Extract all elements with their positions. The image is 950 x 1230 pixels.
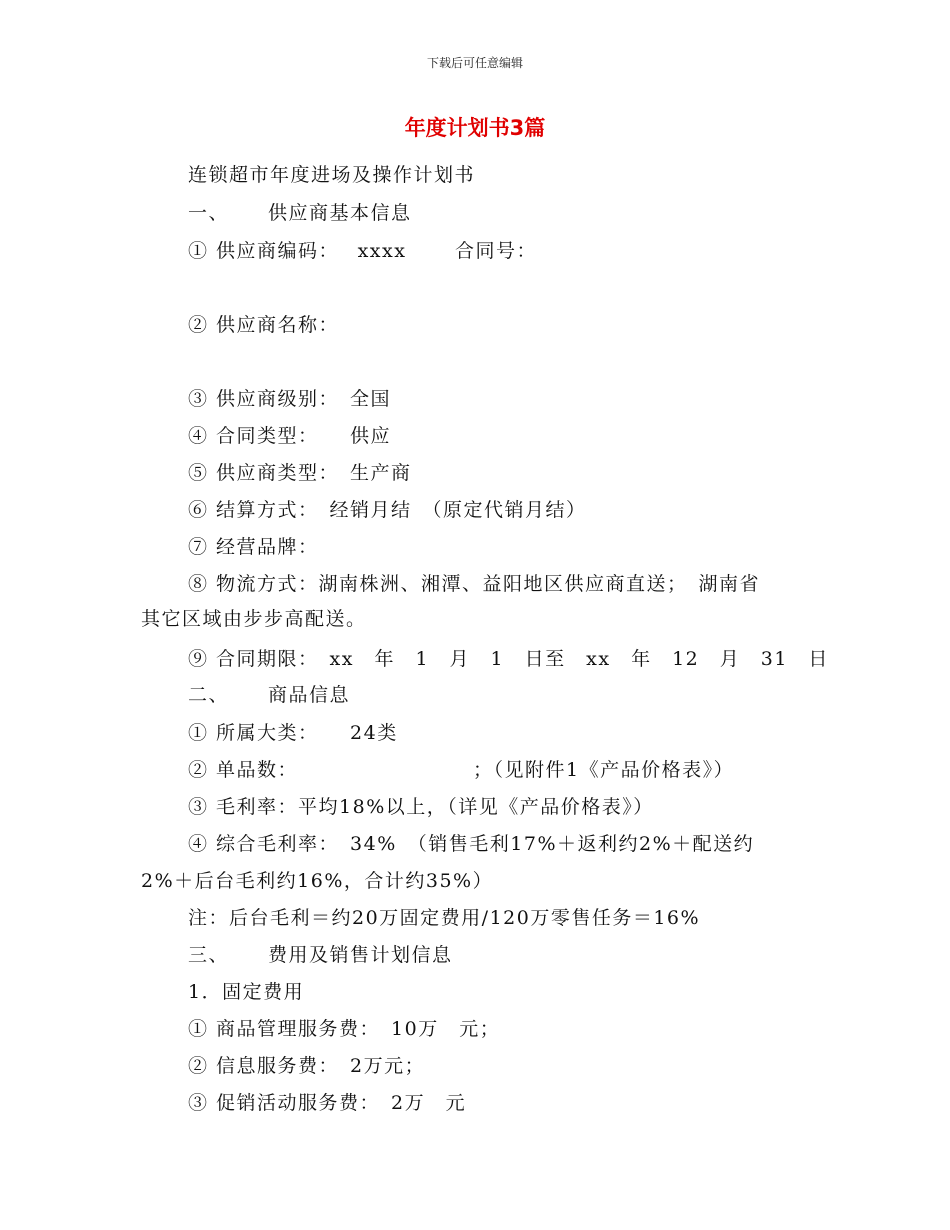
text-line-continued: 2%＋后台毛利约16%，合计约35%） (141, 870, 494, 892)
text-line: ⑧ 物流方式：湖南株洲、湘潭、益阳地区供应商直送； 湖南省 (188, 573, 761, 595)
text-line: ② 信息服务费： 2万元； (188, 1055, 426, 1077)
text-line: ① 所属大类： 24类 (188, 722, 398, 744)
subheading: 1．固定费用 (188, 981, 305, 1003)
note-line: 注：后台毛利＝约20万固定费用/120万零售任务＝16% (188, 907, 701, 929)
text-line: ① 供应商编码： xxxx 合同号： (188, 240, 537, 262)
text-line: ① 商品管理服务费： 10万 元； (188, 1018, 501, 1040)
text-line: ⑦ 经营品牌： (188, 536, 319, 558)
text-line: ② 单品数： ；（见附件1《产品价格表》） (188, 759, 735, 781)
section-heading-2: 二、 商品信息 (188, 684, 351, 706)
text-line: ⑤ 供应商类型： 生产商 (188, 462, 412, 484)
text-line: ③ 毛利率：平均18%以上，（详见《产品价格表》） (188, 796, 654, 818)
document-title: 年度计划书3篇 (404, 116, 546, 140)
text-line: ⑨ 合同期限： xx 年 1 月 1 日至 xx 年 12 月 31 日 (188, 648, 829, 670)
text-line: ② 供应商名称： (188, 314, 340, 336)
text-line: ④ 综合毛利率： 34% （销售毛利17%＋返利约2%＋配送约 (188, 833, 755, 855)
section-heading-3: 三、 费用及销售计划信息 (188, 944, 453, 966)
text-line: ③ 促销活动服务费： 2万 元 (188, 1092, 467, 1114)
doc-subtitle: 连锁超市年度进场及操作计划书 (188, 164, 476, 186)
text-line: ④ 合同类型： 供应 (188, 425, 392, 447)
text-line: ⑥ 结算方式： 经销月结 （原定代销月结） (188, 499, 587, 521)
section-heading-1: 一、 供应商基本信息 (188, 202, 412, 224)
page-header: 下载后可任意编辑 (426, 56, 523, 70)
text-line: ③ 供应商级别： 全国 (188, 388, 392, 410)
text-line-continued: 其它区域由步步高配送。 (141, 608, 367, 630)
